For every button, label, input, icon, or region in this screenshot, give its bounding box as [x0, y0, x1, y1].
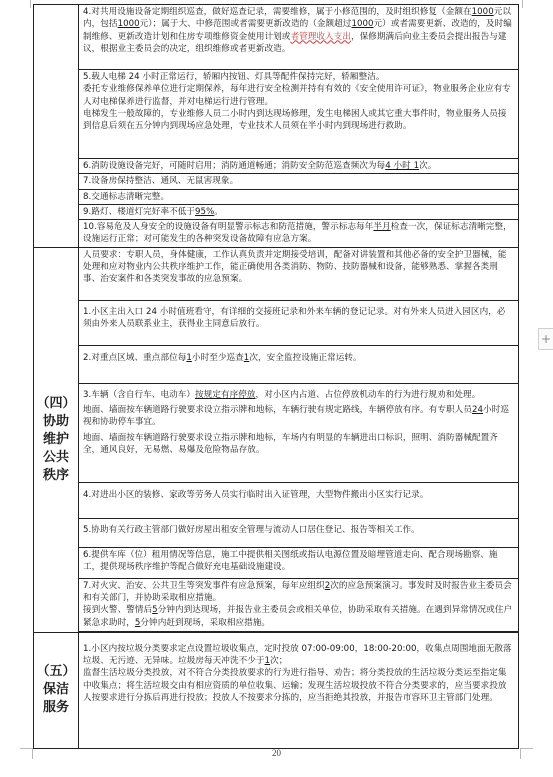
- order-item-6: 6.提供车库（位）租用情况等信息，施工中提供相关图纸或指认电源位置及暗埋管道走向、配合现场勘察、施工，提供现场秩序维护等配合做好充电基础设施建设。: [79, 547, 519, 578]
- security-item-9: 9.路灯、楼道灯完好率不低于95%。: [79, 204, 519, 219]
- table-row: [34, 174, 519, 189]
- order-item-2: 2.对重点区域、重点部位每1小时至少巡查1次，安全监控设施正常运转。: [79, 345, 519, 383]
- table-row: [34, 518, 519, 547]
- security-item-10: 10.容易危及人身安全的设施设备有明显警示标志和防范措施，警示标志每年半月检查一次，保证标志清晰完整，设施运行正常；对可能发生的各种突发设备故障有应急方案。: [79, 220, 519, 248]
- crop-mark-top-right: [522, 0, 533, 8]
- order-item-7: 7.对火灾、治安、公共卫生等突发事件有应急预案，每年应组织2次的应急预案演习。事发时及时报告业主委员会和有关部门，并协助采取相应措施。 接到火警、警情后5分钟内到达现场，并报告业主委员会或相关单位，协助采取有关措施。在遇到异常情况或住户紧急求助时，5分钟内赶到现场，采取相应措施。: [79, 578, 519, 631]
- table-row: [34, 5, 519, 70]
- category-public-order: （四） 协助 维护 公共 秩序: [34, 247, 79, 632]
- security-item-5: 5.载人电梯 24 小时正常运行，轿厢内按钮、灯具等配件保持完好，轿厢整洁。 委托专业维修保养单位进行定期保养，每年进行安全检测并持有有效的《安全使用许可证》，物业服务企业应有专人对电梯保养进行监督，并对电梯运行进行管理。 电梯发生一般故障的，专业维修人员二小时内到达现场修理，发生电梯困人或其它重大事件时，物业服务人员接到信息后须在五分钟内到现场应急处理，专业技术人员须在半小时内到现场进行救助。: [79, 70, 519, 159]
- table-row: [34, 300, 519, 345]
- table-row: [34, 578, 519, 631]
- table-row: [34, 247, 519, 300]
- plus-icon: +: [540, 332, 552, 346]
- cleaning-item-1: 1.小区内按垃圾分类要求定点设置垃圾收集点，定时投放 07:00-09:00，18:00-20:00，收集点周围地面无散落垃圾、无污迹、无异味。垃圾房每天冲洗不少于1次； 监督生活垃圾分类投放，对不符合分类投放要求的行为进行指导、劝告；将分类投放的生活垃圾分类运至指定集中收集点；将生活垃圾交由有相应资质的单位收集、运输；发现生活垃圾投放不符合分类要求的，应当要求投放人按要求进行分拣后再进行投放；投放人不按要求分拣的，应当拒绝其投放，并报告市容环卫主管部门处理。: [79, 632, 519, 748]
- security-item-4: 4.对共用设施设备定期组织巡查，做好巡查记录，需要维修，属于小修范围的，及时组织修复（金额在1000元以内，包括1000元）；属于大、中修范围或者需要更新改造的（金额超过1000元）或者需要更新、改造的，及时编制维修、更新改造计划和住房专项维修资金使用计划或者管理收入支出，保修期满后向业主委员会提出报告与建议，根据业主委员会的决定，组织维修或者更新改造。: [79, 5, 519, 70]
- table-row: [34, 482, 519, 518]
- table-row: [34, 383, 519, 482]
- security-item-6: 6.消防设施设备完好，可随时启用；消防通道畅通；消防安全防范巡查频次为每4 小时 1次。: [79, 159, 519, 174]
- table-row: [34, 220, 519, 248]
- category-cleaning: （五） 保洁 服务: [34, 632, 79, 748]
- table-row: [34, 204, 519, 219]
- crop-mark-top-left: [20, 0, 31, 8]
- security-item-7: 7.设备房保持整洁、通风、无鼠害现象。: [79, 174, 519, 189]
- table-row: [34, 70, 519, 159]
- order-item-1: 1.小区主出入口 24 小时值班看守，有详细的交接班记录和外来车辆的登记记录。对有外来人员进入园区内，必须由外来人员联系业主，获得业主同意后放行。: [79, 300, 519, 345]
- table-row: [34, 345, 519, 383]
- highlighted-text: 者管理收入支出: [290, 31, 351, 42]
- order-item-5: 5.协助有关行政主管部门做好房屋出租安全管理与流动人口居住登记、报告等相关工作。: [79, 518, 519, 547]
- category-cell-empty: [34, 5, 79, 248]
- order-staff-requirements: 人员要求：专职人员，身体健康，工作认真负责并定期接受培训，配备对讲装置和其他必备的安全护卫器械，能处理和应对物业内公共秩序维护工作，能正确使用各类消防、物防、技防器械和设备，能够熟悉、掌握各类刑事、治安案件和各类突发事故的应急预案。: [79, 247, 519, 300]
- table-row: [34, 189, 519, 204]
- service-standard-table: [33, 4, 519, 749]
- order-item-4: 4.对进出小区的装修、家政等劳务人员实行临时出入证管理，大型物件搬出小区实行记录。: [79, 482, 519, 518]
- security-item-8: 8.交通标志清晰完整。: [79, 189, 519, 204]
- order-item-3: 3.车辆（含自行车、电动车）按规定有序停放，对小区内占道、占位停放机动车的行为进行规劝和处理。 地面、墙面按车辆道路行驶要求设立指示牌和地标，车辆行驶有规定路线，车辆停放有序。有专职人员24小时巡视和协助停车事宜。 地面、墙面按车辆道路行驶要求设立指示牌和地标，车场内有明显的车辆进出口标识，照明、消防器械配置齐全，通风良好，无易燃、易爆及危险物品存放。: [79, 383, 519, 482]
- table-row: [34, 547, 519, 578]
- page-number: 20: [272, 748, 281, 758]
- table-row: [34, 632, 519, 748]
- table-row: [34, 159, 519, 174]
- expand-panel-button[interactable]: [538, 328, 553, 350]
